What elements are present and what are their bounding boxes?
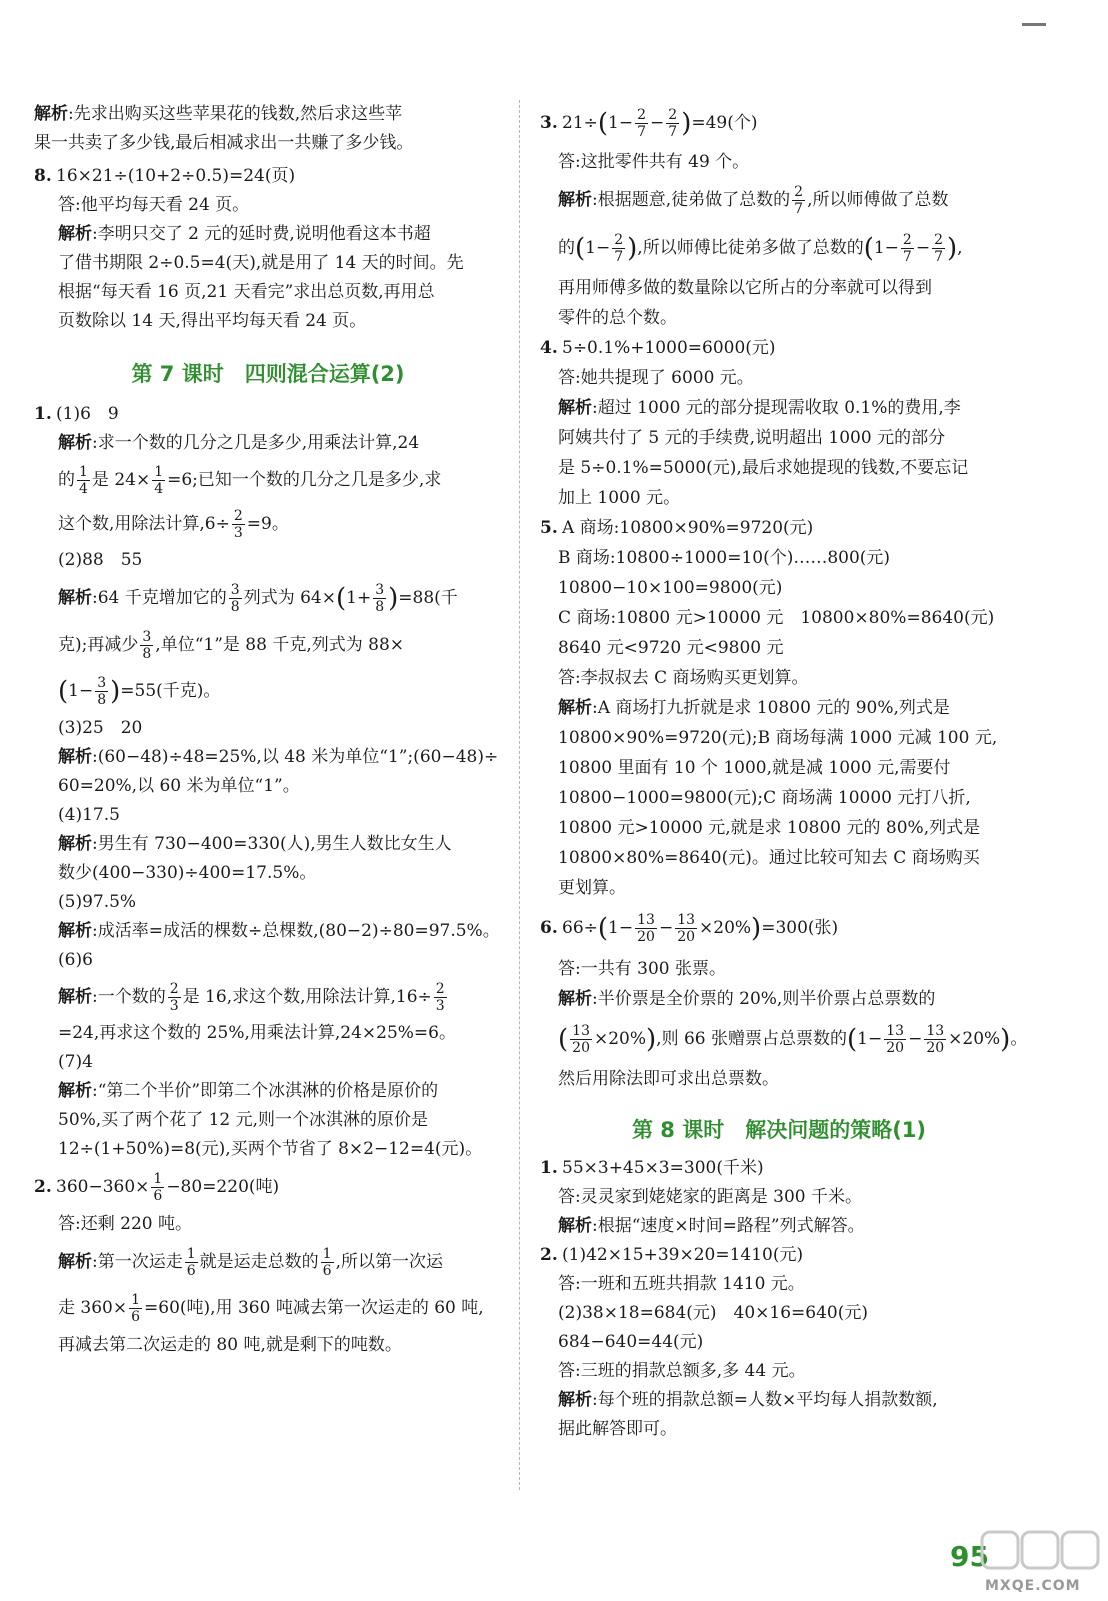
fraction: $\frac{1}{4}$ — [79, 464, 88, 497]
fraction: $\frac{1}{6}$ — [186, 1246, 196, 1279]
column-divider — [519, 100, 521, 1490]
analysis-line: 10800×90%=9720(元);B 商场每满 1000 元减 100 元, — [558, 728, 998, 748]
r2-equation: (2)38×18=684(元) 40×16=640(元) — [558, 1303, 869, 1323]
analysis-line: 页数除以 14 天,得出平均每天看 24 页。 — [58, 311, 367, 331]
left-column — [34, 100, 502, 1360]
analysis-line: 解析:根据“速度×时间=路程”列式解答。 — [558, 1216, 865, 1236]
fraction: $\frac{2}{7}$ — [794, 183, 804, 217]
analysis-line: 然后用除法即可求出总票数。 — [558, 1069, 779, 1089]
section-heading-8: 第 8 课时 解决问题的策略(1) — [631, 1118, 927, 1142]
q8-equation: 8. 16×21÷(10+2÷0.5)=24(页) — [34, 166, 296, 186]
q5-line: C 商场:10800 元>10000 元 10800×80%=8640(元) — [558, 608, 995, 628]
analysis-line: 解析:一个数的 $\frac{2}{3}$ 是 16,求这个数,用除法计算,16÷ $\frac{2}{3}$ — [58, 981, 445, 1014]
q5-line: 5. A 商场:10800×90%=9720(元) — [540, 518, 814, 538]
analysis-line: =24,再求这个数的 25%,用乘法计算,24×25%=6。 — [58, 1023, 456, 1043]
analysis-line: 解析:(60−48)÷48=25%,以 48 米为单位“1”;(60−48)÷ — [58, 747, 499, 767]
analysis-line: 解析:李明只交了 2 元的延时费,说明他看这本书超 — [58, 224, 431, 244]
analysis-line: 60=20%,以 60 米为单位“1”。 — [58, 776, 300, 796]
analysis-line: 解析:求一个数的几分之几是多少,用乘法计算,24 — [58, 433, 420, 453]
q5-line: 10800−10×100=9800(元) — [558, 578, 783, 598]
fraction: $\frac{2}{7}$ — [902, 231, 912, 265]
analysis-line: 解析:半价票是全价票的 20%,则半价票占总票数的 — [558, 988, 936, 1009]
analysis-line: 10800 元>10000 元,就是求 10800 元的 80%,列式是 — [558, 818, 981, 838]
fraction: $\frac{3}{8}$ — [230, 582, 240, 615]
fraction: $\frac{13}{20}$ — [572, 1022, 590, 1056]
fraction: $\frac{2}{3}$ — [169, 981, 179, 1014]
fraction: $\frac{13}{20}$ — [926, 1022, 945, 1056]
q3-equation: 3. 21÷(1− $\frac{2}{7}$ − $\frac{2}{7}$ )=49(个) — [540, 107, 758, 140]
analysis-line: 阿姨共付了 5 元的手续费,说明超出 1000 元的部分 — [558, 428, 946, 448]
q3-answer: 答:这批零件共有 49 个。 — [558, 151, 750, 172]
q4-equation: 4. 5÷0.1%+1000=6000(元) — [540, 338, 776, 358]
q2-equation: 2. 360−360× $\frac{1}{6}$ −80=220(吨) — [34, 1171, 280, 1204]
analysis-line: 走 360× $\frac{1}{6}$ =60(吨),用 360 吨减去第一次运走的 60 吨, — [58, 1292, 484, 1325]
fraction: $\frac{3}{8}$ — [375, 582, 385, 615]
analysis-line: 的(1− $\frac{2}{7}$ ),所以师傅比徒弟多做了总数的(1− $\frac{2}{7}$ − $\frac{2}{7}$ ), — [558, 231, 963, 265]
analysis-line: 解析:“第二个半价”即第二个冰淇淋的价格是原价的 — [58, 1081, 439, 1101]
q8-answer: 答:他平均每天看 24 页。 — [58, 195, 250, 215]
analysis-line: 加上 1000 元。 — [558, 488, 681, 508]
fraction: $\frac{2}{7}$ — [934, 231, 944, 265]
analysis-line: 零件的总个数。 — [558, 308, 677, 328]
analysis-line: 再用师傅多做的数量除以它所占的分率就可以得到 — [558, 278, 932, 298]
analysis-line: 再减去第二次运走的 80 吨,就是剩下的吨数。 — [58, 1335, 402, 1355]
analysis-line: (1− $\frac{3}{8}$ )=55(千克)。 — [58, 674, 221, 708]
right-column — [540, 100, 1028, 1444]
q4-answer: 答:她共提现了 6000 元。 — [558, 368, 754, 388]
q1-part3: (3)25 20 — [58, 718, 143, 738]
analysis-line: 的 $\frac{1}{4}$ 是 24× $\frac{1}{4}$ =6;已知一个数的几分之几是多少,求 — [58, 464, 442, 497]
q1-part6: (6)6 — [58, 950, 93, 970]
analysis-line: 解析:成活率=成活的棵数÷总棵数,(80−2)÷80=97.5%。 — [58, 921, 500, 941]
r2-equation: 2. (1)42×15+39×20=1410(元) — [540, 1245, 804, 1265]
q6-equation: 6. 66÷(1− $\frac{13}{20}$ − $\frac{13}{20}$ ×20%)=300(张) — [540, 912, 839, 945]
page-number: 95 — [950, 1540, 989, 1573]
fraction: $\frac{2}{3}$ — [233, 508, 243, 541]
q5-line: 8640 元<9720 元<9800 元 — [558, 638, 784, 658]
fraction: $\frac{13}{20}$ — [637, 912, 655, 945]
analysis-line: 果一共卖了多少钱,最后相减求出一共赚了多少钱。 — [34, 133, 414, 153]
analysis-line: 12÷(1+50%)=8(元),买两个节省了 8×2−12=4(元)。 — [58, 1139, 483, 1159]
fraction: $\frac{2}{7}$ — [637, 107, 647, 140]
analysis-line: 解析:每个班的捐款总额=人数×平均每人捐款数额, — [558, 1390, 938, 1410]
analysis-line: 是 5÷0.1%=5000(元),最后求她提现的钱数,不要忘记 — [558, 458, 969, 478]
fraction: $\frac{3}{8}$ — [142, 628, 152, 662]
analysis-line: 10800×80%=8640(元)。通过比较可知去 C 商场购买 — [558, 848, 980, 868]
analysis-line: 这个数,用除法计算,6÷ $\frac{2}{3}$ =9。 — [58, 508, 289, 541]
fraction: $\frac{2}{3}$ — [435, 981, 445, 1014]
q5-answer: 答:李叔叔去 C 商场购买更划算。 — [558, 668, 809, 688]
fraction: $\frac{1}{6}$ — [153, 1171, 163, 1204]
analysis-line: ( $\frac{13}{20}$ ×20%),则 66 张赠票占总票数的(1− $\frac{13}{20}$ − $\frac{13}{20}$ ×20%)。 — [558, 1022, 1028, 1056]
analysis-line: 克);再减少 $\frac{3}{8}$ ,单位“1”是 88 千克,列式为 88× — [58, 628, 405, 662]
corner-mark — [1020, 14, 1048, 22]
q6-answer: 答:一共有 300 张票。 — [558, 958, 726, 979]
analysis-line: 更划算。 — [558, 878, 626, 898]
q1-part5: (5)97.5% — [58, 892, 137, 912]
fraction: $\frac{13}{20}$ — [677, 912, 696, 945]
r2-equation: 684−640=44(元) — [558, 1332, 704, 1352]
fraction: $\frac{2}{7}$ — [668, 107, 678, 140]
analysis-line: 解析:A 商场打九折就是求 10800 元的 90%,列式是 — [558, 698, 950, 718]
analysis-line: 数少(400−330)÷400=17.5%。 — [58, 863, 317, 883]
section-heading-7: 第 7 课时 四则混合运算(2) — [131, 362, 405, 386]
analysis-line: 解析:64 千克增加它的 $\frac{3}{8}$ 列式为 64×(1+ $\frac{3}{8}$ )=88(千 — [58, 582, 458, 615]
q5-line: B 商场:10800÷1000=10(个)……800(元) — [558, 548, 891, 568]
analysis-line: 据此解答即可。 — [558, 1419, 677, 1439]
analysis-line: 了借书期限 2÷0.5=4(天),就是用了 14 天的时间。先 — [58, 253, 464, 273]
analysis-line: 根据“每天看 16 页,21 天看完”求出总页数,再用总 — [58, 282, 435, 302]
analysis-line: 10800−1000=9800(元);C 商场满 10000 元打八折, — [558, 788, 971, 808]
q1-part7: (7)4 — [58, 1052, 93, 1072]
q1-part2: (2)88 55 — [58, 550, 143, 570]
analysis-line: 50%,买了两个花了 12 元,则一个冰淇淋的原价是 — [58, 1110, 429, 1130]
fraction: $\frac{1}{6}$ — [322, 1246, 332, 1279]
q1-part1: 1. (1)6 9 — [34, 404, 119, 424]
analysis-line: 解析:超过 1000 元的部分提现需收取 0.1%的费用,李 — [558, 398, 961, 418]
fraction: $\frac{3}{8}$ — [97, 674, 107, 708]
analysis-line: 10800 里面有 10 个 1000,就是减 1000 元,需要付 — [558, 758, 951, 778]
analysis-line: 解析:男生有 730−400=330(人),男生人数比女生人 — [58, 834, 452, 854]
r1-equation: 1. 55×3+45×3=300(千米) — [540, 1158, 764, 1178]
q1-part4: (4)17.5 — [58, 805, 120, 825]
analysis-line: 解析:第一次运走 $\frac{1}{6}$ 就是运走总数的 $\frac{1}{6}$ ,所以第一次运 — [58, 1246, 443, 1279]
fraction: $\frac{1}{6}$ — [131, 1292, 141, 1325]
r2-answer: 答:一班和五班共捐款 1410 元。 — [558, 1274, 805, 1294]
r2-answer: 答:三班的捐款总额多,多 44 元。 — [558, 1361, 806, 1381]
q2-answer: 答:还剩 220 吨。 — [58, 1214, 192, 1234]
r1-answer: 答:灵灵家到姥姥家的距离是 300 千米。 — [558, 1187, 862, 1207]
analysis-line: 解析:根据题意,徒弟做了总数的 $\frac{2}{7}$ ,所以师傅做了总数 — [558, 183, 949, 217]
fraction: $\frac{2}{7}$ — [614, 231, 624, 265]
analysis-line: 解析:先求出购买这些苹果花的钱数,然后求这些苹 — [34, 104, 403, 124]
fraction: $\frac{13}{20}$ — [886, 1022, 905, 1056]
watermark-text: MXQE.COM — [985, 1578, 1081, 1594]
fraction: $\frac{1}{4}$ — [154, 464, 164, 497]
